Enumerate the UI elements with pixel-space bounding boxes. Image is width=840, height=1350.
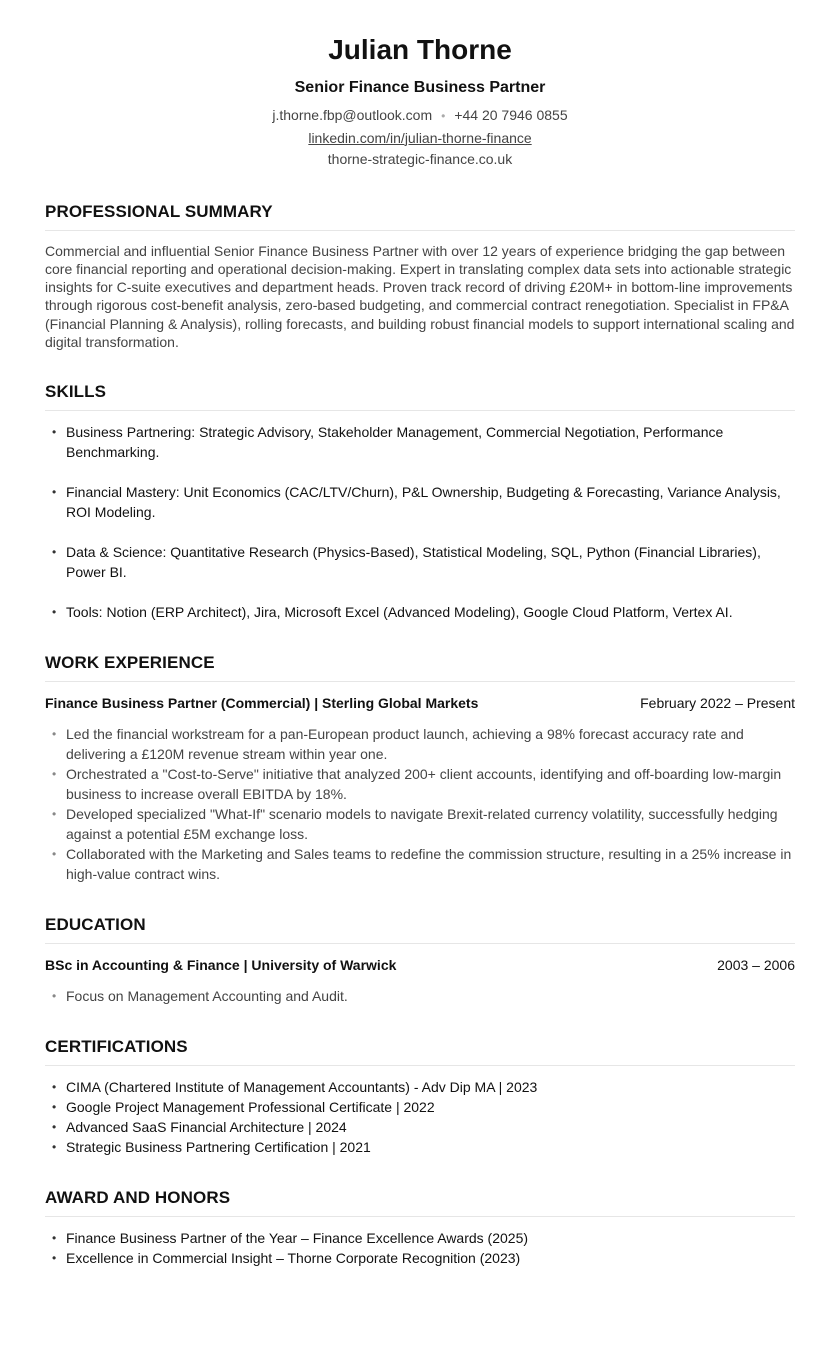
certifications-section	[45, 1036, 795, 1157]
summary-text: Commercial and influential Senior Finance Business Partner with over 12 years of experience bridging the gap between core financial reporting and operational decision-making. Expert in translating complex data sets into actionable strategic insights for C-suite executives and department heads. Proven track record of driving £20M+ in bottom-line improvements through rigorous cost-benefit analysis, zero-based budgeting, and commercial contract renegotiation. Specialist in FP&A (Financial Planning & Analysis), rolling forecasts, and building robust financial models to support international scaling and digital transformation.	[45, 242, 795, 350]
skills-heading: SKILLS	[45, 381, 795, 411]
contact-line-linkedin	[45, 128, 795, 150]
award-item: • Excellence in Commercial Insight – Thorne Corporate Recognition (2023)	[45, 1248, 795, 1268]
summary-heading: PROFESSIONAL SUMMARY	[45, 201, 795, 231]
job-bullet: • Led the financial workstream for a pan-European product launch, achieving a 98% forecast accuracy rate and delivering a £120M revenue stream within year one.	[45, 724, 795, 764]
email-address[interactable]: j.thorne.fbp@outlook.com	[272, 107, 433, 123]
candidate-title: Senior Finance Business Partner	[294, 79, 546, 96]
award-item: • Finance Business Partner of the Year – Finance Excellence Awards (2025)	[45, 1228, 795, 1248]
contact-line-website	[45, 149, 795, 171]
resume-header	[45, 32, 795, 171]
education-section	[45, 914, 795, 1006]
awards-heading: AWARD AND HONORS	[45, 1187, 795, 1217]
skill-item: • Business Partnering: Strategic Advisory, Stakeholder Management, Commercial Negotiation, Performance Benchmarking.	[45, 422, 795, 462]
awards-section	[45, 1187, 795, 1268]
skills-list	[45, 422, 795, 622]
candidate-name: Julian Thorne	[328, 34, 512, 65]
education-date: 2003 – 2006	[717, 957, 795, 974]
job-bullet: • Collaborated with the Marketing and Sales teams to redefine the commission structure, resulting in a 25% increase in high-value contract wins.	[45, 844, 795, 884]
linkedin-link[interactable]: linkedin.com/in/julian-thorne-finance	[308, 129, 532, 146]
certification-item: • Advanced SaaS Financial Architecture | 2024	[45, 1117, 795, 1137]
contact-line-primary	[45, 105, 795, 128]
education-bullets	[45, 986, 795, 1006]
experience-section	[45, 652, 795, 884]
degree: BSc in Accounting & Finance | University of Warwick	[45, 957, 397, 974]
education-bullet: • Focus on Management Accounting and Audit.	[45, 986, 795, 1006]
job-bullet: • Developed specialized "What-If" scenario models to navigate Brexit-related currency volatility, successfully hedging against a potential £5M exchange loss.	[45, 804, 795, 844]
job-date: February 2022 – Present	[640, 695, 795, 712]
job-header	[45, 694, 795, 712]
phone-number[interactable]: +44 20 7946 0855	[454, 107, 568, 123]
skill-item: • Tools: Notion (ERP Architect), Jira, Microsoft Excel (Advanced Modeling), Google Cloud Platform, Vertex AI.	[45, 602, 795, 622]
certification-item: • Google Project Management Professional Certificate | 2022	[45, 1097, 795, 1117]
skill-item: • Data & Science: Quantitative Research (Physics-Based), Statistical Modeling, SQL, Python (Financial Libraries), Power BI.	[45, 542, 795, 582]
awards-list	[45, 1228, 795, 1268]
skills-section	[45, 381, 795, 622]
education-header	[45, 956, 795, 974]
certifications-heading: CERTIFICATIONS	[45, 1036, 795, 1066]
job-bullets	[45, 724, 795, 884]
skill-item: • Financial Mastery: Unit Economics (CAC/LTV/Churn), P&L Ownership, Budgeting & Forecasting, Variance Analysis, ROI Modeling.	[45, 482, 795, 522]
education-heading: EDUCATION	[45, 914, 795, 944]
job-role: Finance Business Partner (Commercial) | Sterling Global Markets	[45, 695, 479, 712]
contact-separator: •	[441, 109, 446, 123]
certification-item: • Strategic Business Partnering Certification | 2021	[45, 1137, 795, 1157]
certification-item: • CIMA (Chartered Institute of Management Accountants) - Adv Dip MA | 2023	[45, 1077, 795, 1097]
website-link[interactable]: thorne-strategic-finance.co.uk	[327, 151, 513, 167]
certifications-list	[45, 1077, 795, 1157]
job-bullet: • Orchestrated a "Cost-to-Serve" initiative that analyzed 200+ client accounts, identifying and off-boarding low-margin business to increase overall EBITDA by 18%.	[45, 764, 795, 804]
experience-heading: WORK EXPERIENCE	[45, 652, 795, 682]
summary-section	[45, 201, 795, 352]
